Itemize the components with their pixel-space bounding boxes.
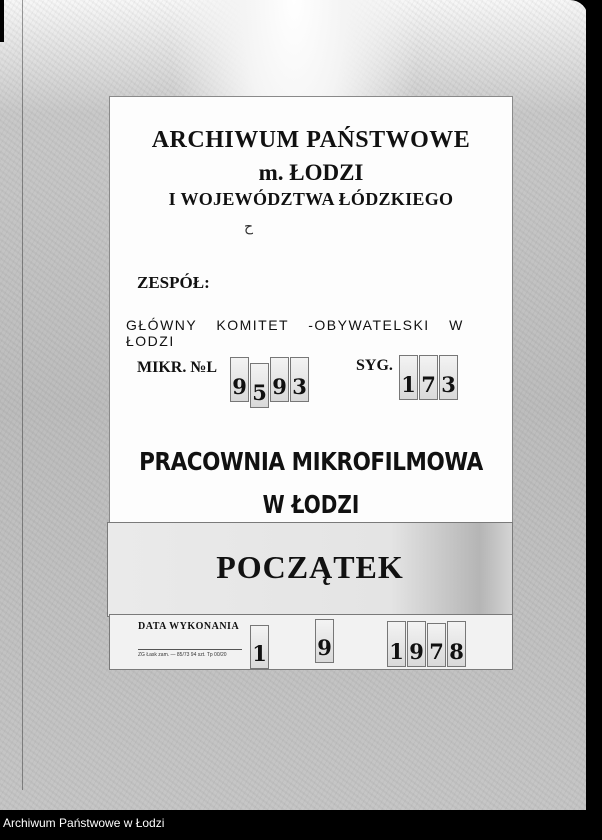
digit: 3	[441, 372, 456, 397]
digit-tile	[387, 621, 406, 667]
archive-title: ARCHIWUM PAŃSTWOWE	[151, 127, 471, 153]
microfilm-number-tiles	[230, 357, 310, 408]
digit-tile	[250, 625, 269, 669]
digit-tile	[439, 355, 458, 400]
start-marker-band	[108, 523, 512, 616]
print-divider	[138, 649, 242, 650]
film-border-right	[586, 0, 602, 810]
fonds-name: GŁÓWNY KOMITET -OBYWATELSKI W ŁODZI	[126, 317, 464, 349]
print-info: ZG Łask zam. — 85/73 94 szt. Tp 00/20	[138, 652, 227, 658]
digit: 9	[272, 374, 287, 399]
date-band	[110, 615, 512, 669]
digit-tile	[447, 621, 466, 667]
digit-tile	[407, 621, 426, 667]
digit-tile	[315, 619, 334, 663]
digit-tile	[270, 357, 289, 402]
lab-city: W ŁODZI	[262, 490, 360, 519]
digit: 8	[449, 639, 464, 664]
date-label: DATA WYKONANIA	[138, 621, 240, 632]
digit: 3	[292, 374, 307, 399]
day-tiles	[250, 625, 270, 669]
caption-text: Archiwum Państwowe w Łodzi	[3, 816, 165, 830]
digit: 9	[232, 374, 247, 399]
digit: 7	[421, 372, 436, 397]
month-tiles	[315, 619, 335, 663]
microfilm-number-label: MIKR. №L	[137, 359, 218, 376]
caption-bar	[0, 810, 602, 840]
film-scratch-line	[22, 0, 23, 790]
year-tiles	[387, 621, 467, 667]
film-edge	[0, 0, 4, 42]
digit-tile	[419, 355, 438, 400]
digit: 7	[429, 639, 444, 664]
digit-tile	[399, 355, 418, 400]
archive-title-card	[110, 97, 512, 527]
pen-mark: ح	[244, 220, 254, 235]
lab-name: PRACOWNIA MIKROFILMOWA	[139, 447, 483, 476]
digit: 9	[409, 639, 424, 664]
digit: 9	[317, 635, 332, 660]
digit-tile	[250, 363, 269, 408]
archive-city: m. ŁODZI	[258, 160, 364, 185]
digit: 1	[252, 641, 267, 666]
signature-tiles	[399, 355, 459, 400]
digit-tile	[290, 357, 309, 402]
archive-region: I WOJEWÓDZTWA ŁÓDZKIEGO	[168, 189, 454, 209]
digit-tile	[230, 357, 249, 402]
start-label: POCZĄTEK	[216, 549, 404, 585]
digit-tile	[427, 623, 446, 667]
fonds-label: ZESPÓŁ:	[137, 273, 210, 292]
digit: 5	[252, 380, 267, 405]
digit: 1	[389, 639, 404, 664]
signature-label: SYG.	[356, 357, 393, 374]
digit: 1	[401, 372, 416, 397]
